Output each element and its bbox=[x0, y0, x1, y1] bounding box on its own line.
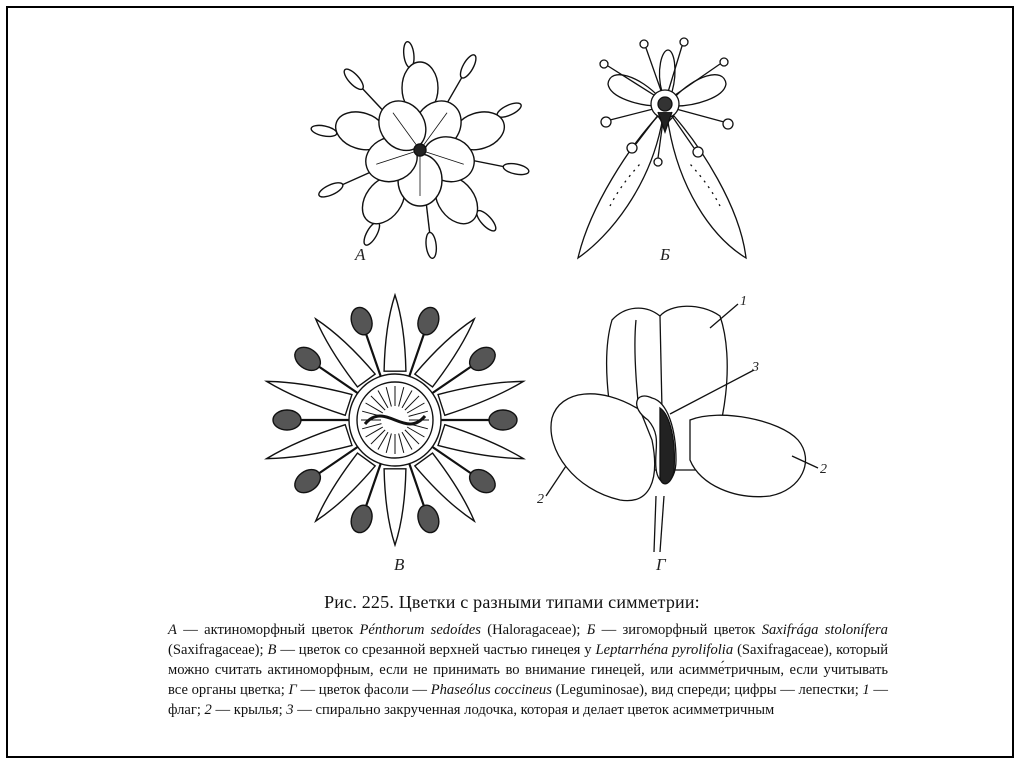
caption-number-2: 2 bbox=[204, 702, 212, 718]
caption-text-g: — цветок фасоли — bbox=[296, 682, 431, 698]
caption-species-b: Saxifrága stolonífera bbox=[761, 622, 888, 638]
caption-species-a: Pénthorum sedoídes bbox=[359, 622, 481, 638]
caption-number-1: 1 bbox=[862, 682, 870, 698]
caption-number-3: 3 bbox=[286, 702, 294, 718]
figure-a-penthorum bbox=[300, 40, 540, 260]
label-v: В bbox=[394, 555, 405, 574]
label-g: Г bbox=[656, 555, 666, 574]
figure-caption-body bbox=[168, 620, 888, 720]
bean-number-1: 1 bbox=[740, 294, 747, 309]
caption-family-b: (Saxifragaceae); bbox=[168, 642, 268, 658]
caption-text-b: — зигоморфный цветок bbox=[595, 622, 762, 638]
caption-species-g: Phaseólus coccineus bbox=[430, 682, 552, 698]
bean-number-3: 3 bbox=[752, 360, 759, 375]
caption-text-v: — цветок со срезанной верхней частью гинецея у bbox=[276, 642, 596, 658]
caption-text-3: — спирально закрученная лодочка, которая и делает цветок асимметричным bbox=[293, 702, 775, 718]
caption-letter-a: А bbox=[168, 622, 177, 638]
caption-text-a: — актиноморфный цветок bbox=[176, 622, 360, 638]
figure-v-leptarrhena bbox=[250, 290, 540, 560]
caption-family-a: (Haloragaceae); bbox=[480, 622, 587, 638]
caption-family-v: (Saxifragaceae), который можно считать актиноморфным, если не принимать во внимание гинецей, или асимме́тричным, если учитывать все органы цветка; bbox=[168, 642, 889, 698]
caption-letter-g: Г bbox=[288, 682, 297, 698]
caption-letter-v: В bbox=[267, 642, 277, 658]
figure-g-phaseolus bbox=[540, 290, 840, 560]
figure-caption-title: Рис. 225. Цветки с разными типами симметрии: bbox=[324, 592, 700, 612]
caption-letter-b: Б bbox=[586, 622, 596, 638]
bean-number-2-left: 2 bbox=[537, 492, 544, 507]
label-a: А bbox=[355, 245, 366, 264]
label-b: Б bbox=[660, 245, 671, 264]
bean-number-2-right: 2 bbox=[820, 462, 827, 477]
caption-family-g: (Leguminosae), вид спереди; цифры — лепестки; bbox=[551, 682, 863, 698]
caption-species-v: Leptarrhéna pyrolifolia bbox=[595, 642, 734, 658]
figure-b-saxifraga bbox=[570, 36, 770, 266]
caption-text-1: — флаг; bbox=[168, 682, 888, 718]
caption-text-2: — крылья; bbox=[211, 702, 287, 718]
